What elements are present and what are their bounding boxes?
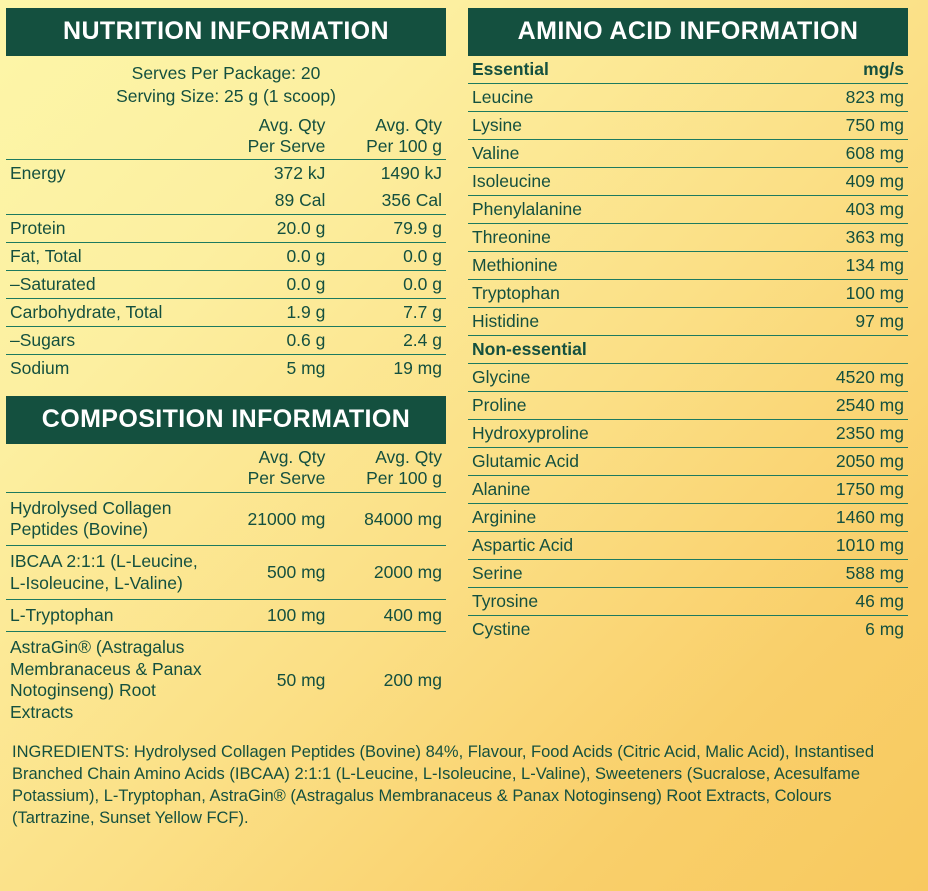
nutrient-per-100g: 19 mg [393, 358, 442, 379]
table-row [6, 600, 446, 632]
table-row [468, 84, 908, 112]
amino-value: 2050 mg [741, 448, 908, 476]
nutrient-per-100g: 0.0 g [329, 243, 446, 271]
amino-name: Cystine [472, 619, 531, 639]
amino-value: 100 mg [741, 280, 908, 308]
amino-name: Methionine [468, 252, 741, 280]
nutrient-per-100g: 2.4 g [329, 327, 446, 355]
table-row [468, 588, 908, 616]
nutrient-name: Sodium [10, 358, 70, 379]
amino-value: 608 mg [741, 140, 908, 168]
table-row [468, 308, 908, 336]
amino-name: Glutamic Acid [468, 448, 741, 476]
table-row [6, 327, 446, 355]
composition-per-100g-line2: Per 100 g [366, 468, 442, 489]
amino-value: 363 mg [741, 224, 908, 252]
nutrient-per-serve: 1.9 g [213, 299, 330, 327]
composition-per-serve-header [213, 444, 330, 492]
right-column [468, 8, 908, 643]
table-row [468, 476, 908, 504]
amino-value: 588 mg [741, 560, 908, 588]
amino-name: Leucine [468, 84, 741, 112]
table-row [468, 420, 908, 448]
nutrient-name: Fat, Total [6, 243, 213, 271]
composition-per-serve-line2: Per Serve [247, 468, 326, 489]
ingredient-per-serve: 100 mg [213, 600, 330, 632]
ingredient-per-100g: 400 mg [329, 600, 446, 632]
non-essential-subheader [468, 336, 908, 364]
table-row [468, 252, 908, 280]
table-row [6, 215, 446, 243]
composition-per-100g-header [329, 444, 446, 492]
table-row [6, 546, 446, 600]
ingredient-per-serve: 500 mg [213, 546, 330, 600]
ingredient-name: Hydrolysed Collagen Peptides (Bovine) [6, 492, 213, 546]
amino-name: Phenylalanine [468, 196, 741, 224]
amino-value: 2540 mg [741, 392, 908, 420]
amino-value: 46 mg [741, 588, 908, 616]
nutrient-name: Carbohydrate, Total [6, 299, 213, 327]
amino-value: 6 mg [865, 619, 904, 639]
left-column [6, 8, 446, 728]
non-essential-unit-blank [741, 336, 908, 364]
nutrient-per-100g: 7.7 g [329, 299, 446, 327]
nutrient-per-100g: 0.0 g [329, 271, 446, 299]
nutrient-per-100g-secondary: 356 Cal [329, 187, 446, 215]
amino-name: Lysine [468, 112, 741, 140]
table-row [468, 560, 908, 588]
essential-subheader [468, 56, 908, 84]
amino-value: 134 mg [741, 252, 908, 280]
amino-value: 403 mg [741, 196, 908, 224]
composition-information-header: COMPOSITION INFORMATION [6, 396, 446, 444]
table-row [468, 168, 908, 196]
ingredient-per-serve: 21000 mg [213, 492, 330, 546]
ingredient-name: AstraGin® (Astragalus Membranaceus & Panax Notoginseng) Root Extracts [10, 637, 202, 722]
amino-value: 4520 mg [741, 364, 908, 392]
nutrition-per-serve-header [213, 112, 330, 160]
serves-block [6, 56, 446, 112]
table-row [468, 504, 908, 532]
nutrition-per-100g-line1: Avg. Qty [375, 115, 442, 136]
nutrient-per-serve: 372 kJ [273, 163, 326, 184]
amino-value: 1010 mg [741, 532, 908, 560]
table-row [468, 392, 908, 420]
nutrition-per-100g-line2: Per 100 g [366, 135, 442, 156]
nutrition-per-serve-line1: Avg. Qty [258, 115, 326, 136]
ingredient-name: L-Tryptophan [6, 600, 213, 632]
composition-column-headers [6, 444, 446, 492]
amino-value: 1460 mg [741, 504, 908, 532]
nutrient-per-serve: 0.0 g [213, 271, 330, 299]
table-row [468, 224, 908, 252]
nutrient-name: Energy [10, 163, 66, 184]
amino-value: 823 mg [741, 84, 908, 112]
nutrition-blank-header [6, 112, 213, 160]
nutrient-name: Protein [6, 215, 213, 243]
amino-name: Threonine [468, 224, 741, 252]
essential-label: Essential [468, 56, 741, 84]
amino-name: Serine [468, 560, 741, 588]
nutrient-per-serve-secondary: 89 Cal [213, 187, 330, 215]
amino-name: Valine [468, 140, 741, 168]
ingredient-per-100g: 2000 mg [329, 546, 446, 600]
table-row [468, 280, 908, 308]
panel-columns [6, 8, 922, 728]
nutrition-per-100g-header [329, 112, 446, 160]
table-row [468, 140, 908, 168]
nutrient-name-secondary [6, 187, 213, 215]
nutrient-per-serve: 0.6 g [213, 327, 330, 355]
serves-per-package: Serves Per Package: 20 [131, 63, 321, 83]
table-row [6, 492, 446, 546]
table-row [468, 616, 908, 644]
table-row [6, 271, 446, 299]
nutrient-name: –Sugars [6, 327, 213, 355]
ingredient-per-serve: 50 mg [276, 669, 326, 690]
amino-name: Tryptophan [468, 280, 741, 308]
amino-acid-table [468, 56, 908, 643]
amino-value: 2350 mg [741, 420, 908, 448]
composition-table [6, 444, 446, 727]
table-row [6, 355, 446, 383]
amino-unit-label: mg/s [741, 56, 908, 84]
nutrition-table [6, 112, 446, 382]
serving-size: Serving Size: 25 g (1 scoop) [116, 86, 336, 107]
nutrition-information-header: NUTRITION INFORMATION [6, 8, 446, 56]
nutrient-name: –Saturated [6, 271, 213, 299]
table-row [6, 187, 446, 215]
ingredient-name: IBCAA 2:1:1 (L-Leucine, L-Isoleucine, L-Valine) [6, 546, 213, 600]
composition-per-100g-line1: Avg. Qty [375, 447, 442, 468]
non-essential-label: Non-essential [468, 336, 741, 364]
amino-name: Tyrosine [468, 588, 741, 616]
nutrition-column-headers [6, 112, 446, 160]
nutrient-per-serve: 20.0 g [213, 215, 330, 243]
ingredient-per-100g: 84000 mg [329, 492, 446, 546]
table-row [468, 196, 908, 224]
table-row [468, 112, 908, 140]
table-row [6, 160, 446, 188]
table-row [6, 299, 446, 327]
amino-name: Glycine [468, 364, 741, 392]
composition-blank-header [6, 444, 213, 492]
nutrient-per-100g: 79.9 g [329, 215, 446, 243]
table-row [468, 364, 908, 392]
amino-name: Arginine [468, 504, 741, 532]
table-row [6, 243, 446, 271]
amino-value: 97 mg [741, 308, 908, 336]
table-row [6, 632, 446, 728]
amino-value: 1750 mg [741, 476, 908, 504]
amino-name: Isoleucine [468, 168, 741, 196]
amino-name: Aspartic Acid [468, 532, 741, 560]
nutrient-per-serve: 0.0 g [213, 243, 330, 271]
amino-name: Alanine [468, 476, 741, 504]
amino-acid-information-header: AMINO ACID INFORMATION [468, 8, 908, 56]
table-row [468, 532, 908, 560]
ingredients-text: INGREDIENTS: Hydrolysed Collagen Peptides (Bovine) 84%, Flavour, Food Acids (Citric Acid, Malic Acid), Instantised Branched Chain Amino Acids (IBCAA) 2:1:1 (L-Leucine, L-Isoleucine, L-Valine), Sweeteners (Sucralose, Acesulfame Potassium), L-Tryptophan, AstraGin® (Astragalus Membranaceus & Panax Notoginseng) Root Extracts, Colours (Tartrazine, Sunset Yellow FCF). [12, 742, 875, 827]
amino-value: 750 mg [741, 112, 908, 140]
nutrition-per-serve-line2: Per Serve [247, 135, 326, 156]
nutrient-per-serve: 5 mg [286, 358, 326, 379]
ingredient-per-100g: 200 mg [383, 669, 442, 690]
table-row [468, 448, 908, 476]
nutrient-per-100g: 1490 kJ [380, 163, 442, 184]
amino-name: Histidine [468, 308, 741, 336]
amino-name: Hydroxyproline [468, 420, 741, 448]
composition-per-serve-line1: Avg. Qty [258, 447, 326, 468]
amino-value: 409 mg [741, 168, 908, 196]
amino-name: Proline [468, 392, 741, 420]
